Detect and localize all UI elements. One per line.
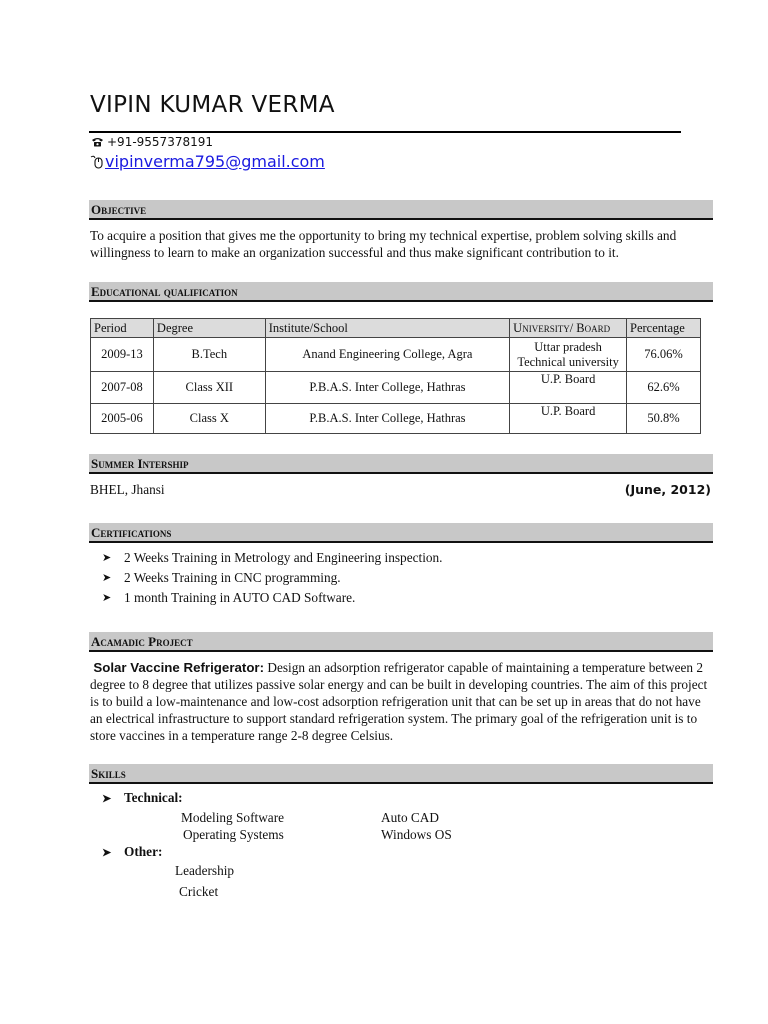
arrow-bullet-icon: ➤ — [102, 846, 112, 859]
email-row — [90, 152, 325, 171]
other-skill: Leadership — [175, 863, 235, 878]
cell-percentage: 62.6% — [627, 372, 701, 404]
mouse-icon — [90, 155, 103, 169]
table-row — [91, 404, 701, 434]
project-heading: Acamadic Project — [89, 632, 713, 652]
col-percentage: Percentage — [627, 319, 701, 338]
name-divider — [89, 131, 681, 133]
education-table-header — [91, 319, 701, 338]
education-heading: Educational qualification — [89, 282, 713, 302]
skill-value: Windows OS — [381, 827, 452, 842]
telephone-icon — [91, 137, 104, 147]
list-item: ➤ 2 Weeks Training in CNC programming. — [102, 568, 443, 588]
cell-percentage: 50.8% — [627, 404, 701, 434]
col-degree: Degree — [153, 319, 265, 338]
cell-institute: Anand Engineering College, Agra — [265, 338, 509, 372]
phone-row — [91, 135, 213, 149]
phone-number: +91-9557378191 — [107, 135, 214, 149]
email-link[interactable]: vipinverma795@gmail.com — [105, 152, 325, 171]
col-university: University/ Board — [510, 319, 627, 338]
arrow-bullet-icon: ➤ — [102, 552, 112, 564]
project-title: Solar Vaccine Refrigerator: — [93, 660, 265, 675]
arrow-bullet-icon: ➤ — [102, 572, 112, 584]
skill-value: Auto CAD — [381, 810, 439, 825]
skill-category: Operating Systems — [183, 827, 284, 842]
internship-heading: Summer Intership — [89, 454, 713, 474]
cell-university: Uttar pradesh Technical university — [510, 338, 627, 372]
table-row — [91, 372, 701, 404]
education-table — [90, 318, 701, 434]
cell-institute: P.B.A.S. Inter College, Hathras — [265, 372, 509, 404]
cell-period: 2009-13 — [91, 338, 154, 372]
other-skill: Cricket — [179, 884, 219, 899]
cell-period: 2005-06 — [91, 404, 154, 434]
certifications-heading: Certifications — [89, 523, 713, 543]
cell-percentage: 76.06% — [627, 338, 701, 372]
cell-institute: P.B.A.S. Inter College, Hathras — [265, 404, 509, 434]
arrow-bullet-icon: ➤ — [102, 792, 112, 805]
cell-degree: Class X — [153, 404, 265, 434]
cell-university: U.P. Board — [510, 372, 627, 404]
project-text — [90, 659, 712, 744]
list-item: ➤ 2 Weeks Training in Metrology and Engineering inspection. — [102, 548, 443, 568]
project-description: Design an adsorption refrigerator capable of maintaining a temperature between 2 degree to 8 degree that utilizes passive solar energy and can be built in developing countries. The aim of this project is to build a low-maintenance and low-cost adsorption refrigeration unit that can be set up in areas that do not have an electrical infrastructure to support standard refrigeration system. The primary goal of the refrigeration unit is to store vaccines in a temperature range 2-8 degree Celsius. — [90, 660, 708, 743]
candidate-name: VIPIN KUMAR VERMA — [90, 92, 335, 118]
internship-date: (June, 2012) — [624, 482, 711, 497]
other-skills-label: ➤ Other: — [102, 844, 163, 859]
technical-skills-label: ➤ Technical: — [102, 790, 183, 805]
skill-category: Modeling Software — [181, 810, 285, 825]
col-period: Period — [91, 319, 154, 338]
col-institute: Institute/School — [265, 319, 509, 338]
cell-university: U.P. Board — [510, 404, 627, 434]
cell-degree: B.Tech — [153, 338, 265, 372]
objective-heading: Objective — [89, 200, 713, 220]
list-item: ➤ 1 month Training in AUTO CAD Software. — [102, 588, 443, 608]
certifications-list — [102, 548, 443, 608]
cell-period: 2007-08 — [91, 372, 154, 404]
objective-text: To acquire a position that gives me the opportunity to bring my technical expertise, problem solving skills and willingness to learn to make an organization successful and thus make significant contribution to it. — [90, 228, 677, 260]
arrow-bullet-icon: ➤ — [102, 592, 112, 604]
internship-company: BHEL, Jhansi — [90, 482, 165, 497]
skills-heading: Skills — [89, 764, 713, 784]
table-row — [91, 338, 701, 372]
cell-degree: Class XII — [153, 372, 265, 404]
